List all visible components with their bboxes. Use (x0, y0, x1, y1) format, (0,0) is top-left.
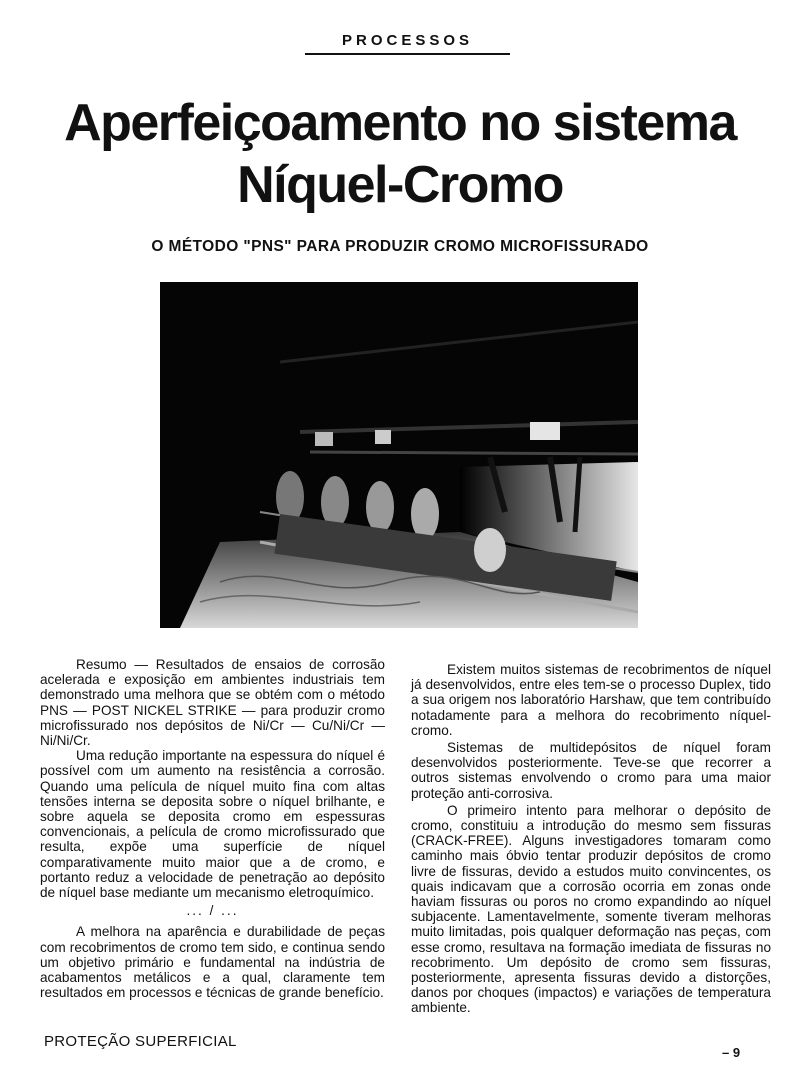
right-paragraph-1: Existem muitos sistemas de recobrimentos de níquel já desenvolvidos, entre eles tem-se o processo Duplex, tido a sua origem nos laboratório Harshaw, que tem contribuído notadamente para a melhora do recobrimento níquel-cromo. (411, 662, 771, 738)
page-number: – 9 (722, 1045, 741, 1060)
article-subtitle: O MÉTODO "PNS" PARA PRODUZIR CROMO MICROFISSURADO (151, 238, 649, 255)
right-paragraph-2: Sistemas de multidepósitos de níquel foram desenvolvidos posteriormente. Teve-se que recorrer a outros sistemas envolvendo o cromo para uma maior proteção anti-corrosiva. (411, 740, 771, 801)
industrial-plating-line-photo-icon (160, 282, 638, 628)
publication-name: PROTEÇÃO SUPERFICIAL (44, 1033, 237, 1050)
article-title (0, 92, 800, 216)
right-paragraph-3: O primeiro intento para melhorar o depósito de cromo, constituiu a introdução do mesmo sem fissuras (CRACK-FREE). Alguns investigadores tomaram como caminho mais óbvio tentar produzir depósitos de cromo livre de fissuras, devido a estudos muito convincentes, os quais indicavam que a corrosão ocorria em zonas onde haviam fissuras ou poros no cromo expandindo ao níquel subjacente. Lamentavelmente, somente tiveram melhoras muito limitadas, pois qualquer deformação nas peças, com esse cromo, resultava na formação imediata de fissuras no recobrimento. Um depósito de cromo sem fissuras, posteriormente, apresenta fissuras devido a distorções, danos por choques (impactos) e variações de temperatura ambiente. (411, 802, 771, 1016)
article-title-line1: Aperfeiçoamento no sistema (64, 94, 736, 152)
left-column (40, 657, 385, 1000)
left-separator: ... / ... (186, 903, 239, 919)
left-paragraph-3: A melhora na aparência e durabilidade de peças com recobrimentos de cromo tem sido, e continua sendo um objetivo primário e fundamental na indústria de acabamentos metálicos e a qual, claramente tem resultados em processos e técnicas de grande benefício. (40, 924, 385, 1001)
article-photo (160, 282, 638, 628)
left-paragraph-2: Uma redução importante na espessura do níquel é possível com um aumento na resistência a corrosão. Quando uma película de níquel muito fina com altas tensões interna se deposita sobre o níquel brilhante, e sobre aquela se deposita cromo em espessuras convencionais, a película de cromo microfissurado que resulta, expõe uma superfície de níquel comparativamente muito maior que a de cromo, e portanto reduz a velocidade de penetração ao depósito de níquel base mediante um mecanismo eletroquímico. (40, 748, 385, 901)
left-paragraph-1: Resumo — Resultados de ensaios de corrosão acelerada e exposição em ambientes industriais tem demonstrado uma melhora que se obtém com o método PNS — POST NICKEL STRIKE — para produzir cromo microfissurado nos depósitos de Ni/Cr — Cu/Ni/Cr — Ni/Ni/Cr. (40, 657, 385, 749)
section-rule (305, 53, 510, 55)
article-title-line2: Níquel-Cromo (237, 156, 563, 214)
right-column (411, 662, 771, 1016)
section-label: PROCESSOS (341, 32, 474, 49)
